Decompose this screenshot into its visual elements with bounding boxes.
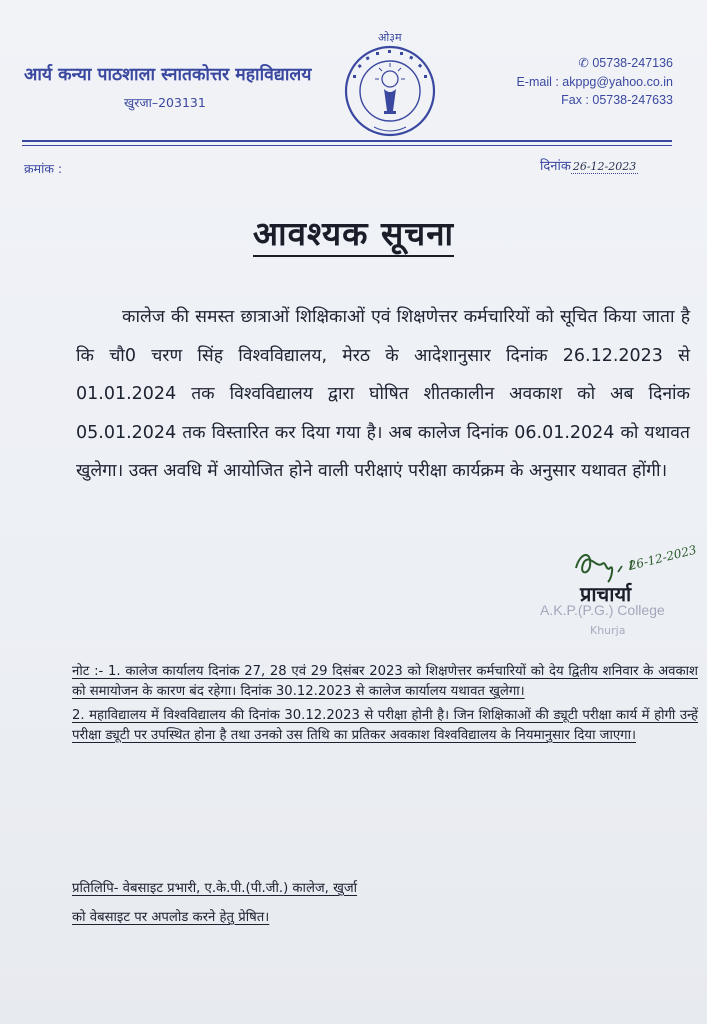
college-name: आर्य कन्या पाठशाला स्नातकोत्तर महाविद्यालय bbox=[24, 65, 312, 85]
note-item-1: नोट :- 1. कालेज कार्यालय दिनांक 27, 28 एवं 29 दिसंबर 2023 को शिक्षणेत्तर कर्मचारियों को देय द्वितीय शनिवार के अवकाश को समायोजन के कारण बंद रहेगा। दिनांक 30.12.2023 से कालेज कार्यालय यथावत खुलेगा। bbox=[72, 664, 698, 699]
college-seal-logo bbox=[344, 45, 436, 137]
date-value: 26-12-2023 bbox=[572, 160, 637, 173]
phone-number: ✆ 05738-247136 bbox=[578, 56, 673, 70]
copy-line-2: को वेबसाइट पर अपलोड करने हेतु प्रेषित। bbox=[72, 910, 270, 925]
email-address: E-mail : akppg@yahoo.co.in bbox=[516, 74, 673, 89]
college-city: खुरजा–203131 bbox=[124, 95, 206, 110]
fax-number: Fax : 05738-247633 bbox=[561, 93, 673, 107]
note-item-2: 2. महाविद्यालय में विश्वविद्यालय की दिनांक 30.12.2023 से परीक्षा होनी है। जिन शिक्षिकाओं की ड्यूटी परीक्षा कार्य में होगी उन्हें परीक्षा ड्यूटी पर उपस्थित होना है तथा उनको उस तिथि का प्रतिकर अवकाश विश्वविद्यालय के नियमानुसार दिया जाएगा। bbox=[72, 708, 698, 743]
note-section bbox=[72, 662, 698, 750]
notice-title-text: आवश्यक सूचना bbox=[253, 214, 454, 257]
date-field bbox=[540, 156, 638, 174]
notice-title bbox=[0, 210, 707, 255]
reference-label: क्रमांक : bbox=[24, 161, 63, 176]
handwritten-date: 26-12-2023 bbox=[627, 542, 698, 573]
signature-block bbox=[540, 532, 707, 642]
date-label: दिनांक bbox=[540, 159, 571, 174]
om-symbol: ओ३म bbox=[378, 31, 402, 44]
principal-designation: प्राचार्या bbox=[580, 582, 632, 606]
college-stamp-city: Khurja bbox=[590, 624, 626, 637]
contact-block bbox=[516, 54, 673, 110]
copy-to-section bbox=[72, 874, 472, 932]
copy-line-1: प्रतिलिपि- वेबसाइट प्रभारी, ए.के.पी.(पी.जी.) कालेज, खुर्जा bbox=[72, 881, 358, 896]
header-rule-bottom bbox=[22, 145, 672, 146]
notice-body: कालेज की समस्त छात्राओं शिक्षिकाओं एवं शिक्षणेत्तर कर्मचारियों को सूचित किया जाता है कि चौ0 चरण सिंह विश्वविद्यालय, मेरठ के आदेशानुसार दिनांक 26.12.2023 से 01.01.2024 तक विश्वविद्यालय द्वारा घोषित शीतकालीन अवकाश को अब दिनांक 05.01.2024 तक विस्तारित कर दिया गया है। अब कालेज दिनांक 06.01.2024 को यथावत खुलेगा। उक्त अवधि में आयोजित होने वाली परीक्षाएं परीक्षा कार्यक्रम के अनुसार यथावत होंगी। bbox=[76, 307, 690, 481]
college-stamp: A.K.P.(P.G.) College bbox=[540, 602, 665, 618]
header-rule-top bbox=[22, 140, 672, 142]
